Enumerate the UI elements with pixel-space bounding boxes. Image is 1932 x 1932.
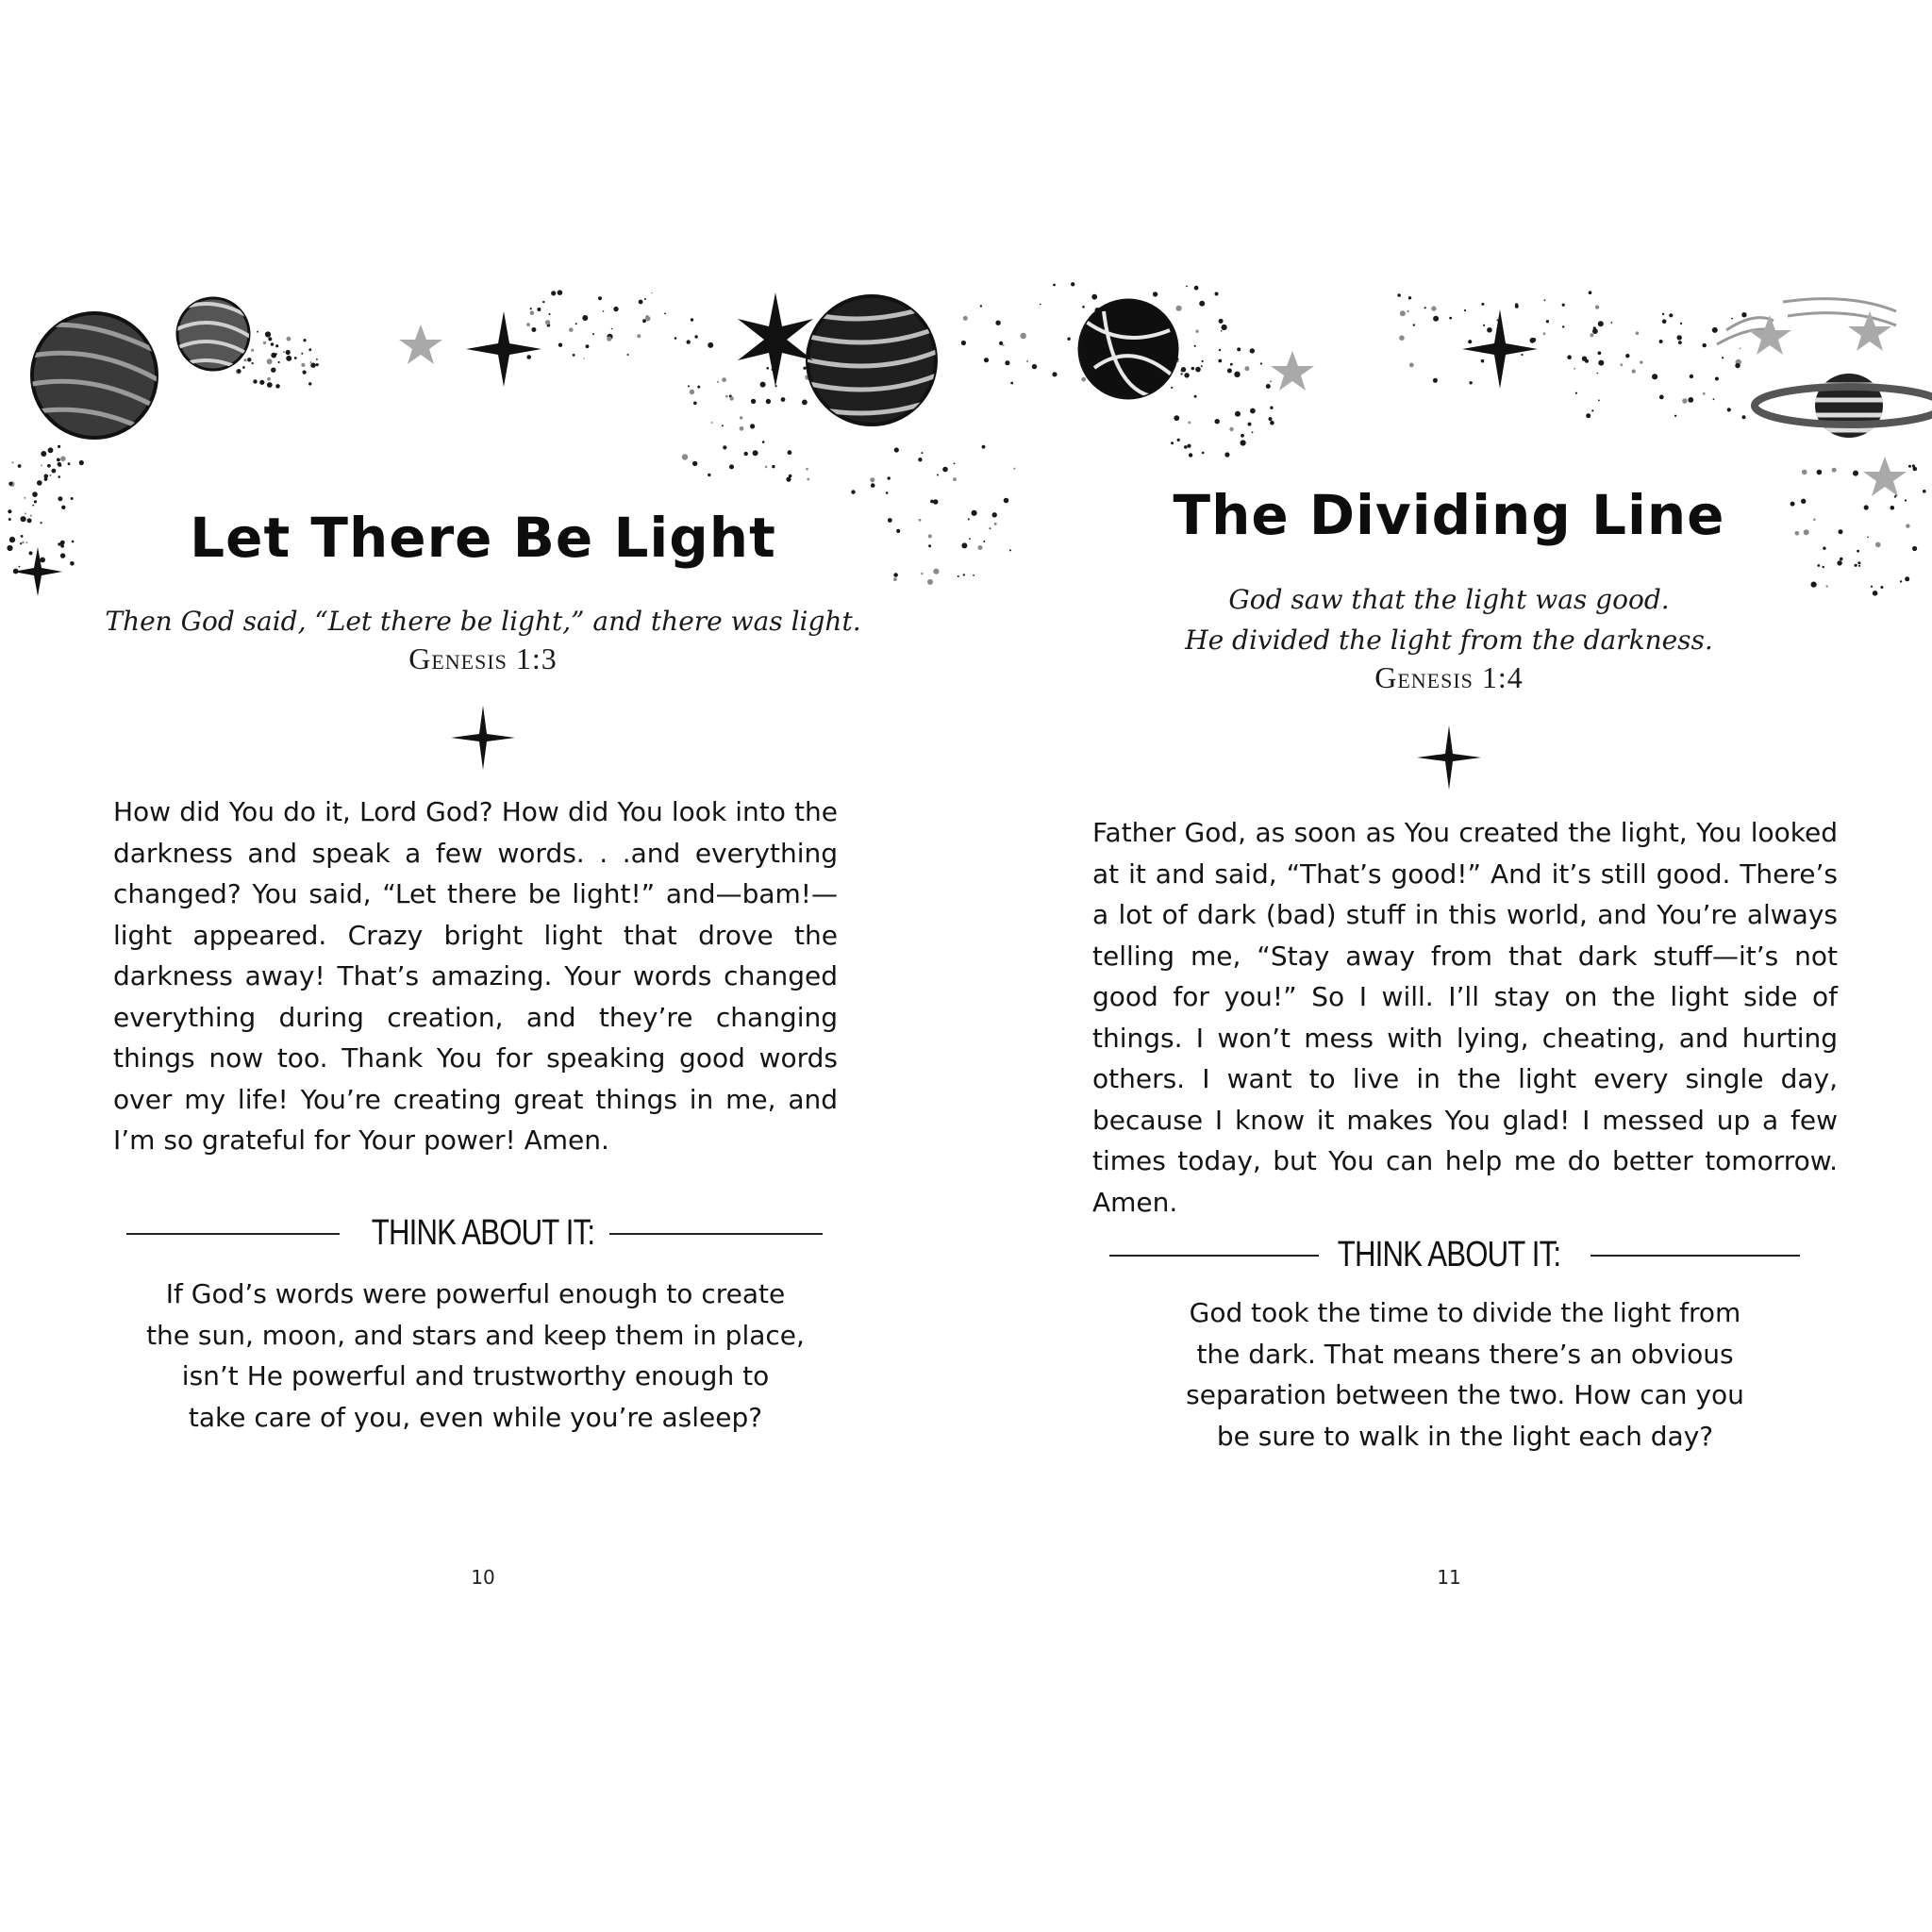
- verse-line: Then God said, “Let there be light,” and there was light.: [105, 606, 861, 637]
- right-page: [966, 0, 1932, 1932]
- reflection-line: separation between the two. How can you: [1186, 1379, 1744, 1410]
- reflection-line: isn’t He powerful and trustworthy enough to: [181, 1360, 770, 1391]
- reflection-line: take care of you, even while you’re asleep?: [188, 1401, 763, 1433]
- four-point-star-icon: [445, 700, 521, 775]
- prayer-text: Father God, as soon as You created the light, You looked at it and said, “That’s good!” And it’s still good. There’s a lot of dark (bad) stuff in this world, and You’re always telling me, “Stay away from that dark stuff—it’s not good for you!” So I will. I’ll stay on the light side of things. I won’t mess with lying, cheating, and hurting others. I want to live in the light every single day, because I know it makes You glad! I messed up a few times today, but You can help me do better tomorrow. Amen.: [1092, 817, 1838, 1218]
- scripture-verse: [1023, 579, 1875, 660]
- reflection-line: God took the time to divide the light from: [1189, 1297, 1741, 1328]
- scripture-verse: [57, 601, 909, 641]
- verse-line: He divided the light from the darkness.: [1185, 625, 1713, 656]
- verse-line: God saw that the light was good.: [1228, 584, 1670, 615]
- think-about-it-heading: [0, 1209, 966, 1257]
- four-point-star-icon: [1411, 720, 1487, 795]
- think-about-it-label: THINK ABOUT IT:: [1337, 1235, 1561, 1274]
- verse-reference: Genesis 1:3: [408, 641, 558, 675]
- reflection-line: be sure to walk in the light each day?: [1216, 1420, 1714, 1452]
- page-title: Let There Be Light: [190, 506, 776, 570]
- reflection-text: [113, 1274, 838, 1438]
- reflection-line: the sun, moon, and stars and keep them in place,: [146, 1319, 805, 1351]
- divider-line: [609, 1233, 823, 1235]
- prayer-text: How did You do it, Lord God? How did You look into the darkness and speak a few words. . .and everything changed? You said, “Let there be light!” and—bam!—light appeared. Crazy bright light that drove the darkness away! That’s amazing. Your words changed everything during creation, and they’re changing things now too. Thank You for speaking good words over my life! You’re creating great things in me, and I’m so grateful for Your power! Amen.: [113, 796, 838, 1156]
- think-about-it-heading: [966, 1231, 1932, 1278]
- divider-line: [1591, 1255, 1800, 1257]
- verse-reference: Genesis 1:4: [1374, 660, 1524, 694]
- think-about-it-label: THINK ABOUT IT:: [371, 1213, 595, 1253]
- reflection-text: [1092, 1292, 1838, 1457]
- page-number: 10: [471, 1566, 495, 1589]
- page-title: The Dividing Line: [1173, 483, 1725, 547]
- reflection-line: the dark. That means there’s an obvious: [1196, 1338, 1734, 1370]
- page-number: 11: [1437, 1566, 1461, 1589]
- reflection-line: If God’s words were powerful enough to create: [165, 1278, 786, 1309]
